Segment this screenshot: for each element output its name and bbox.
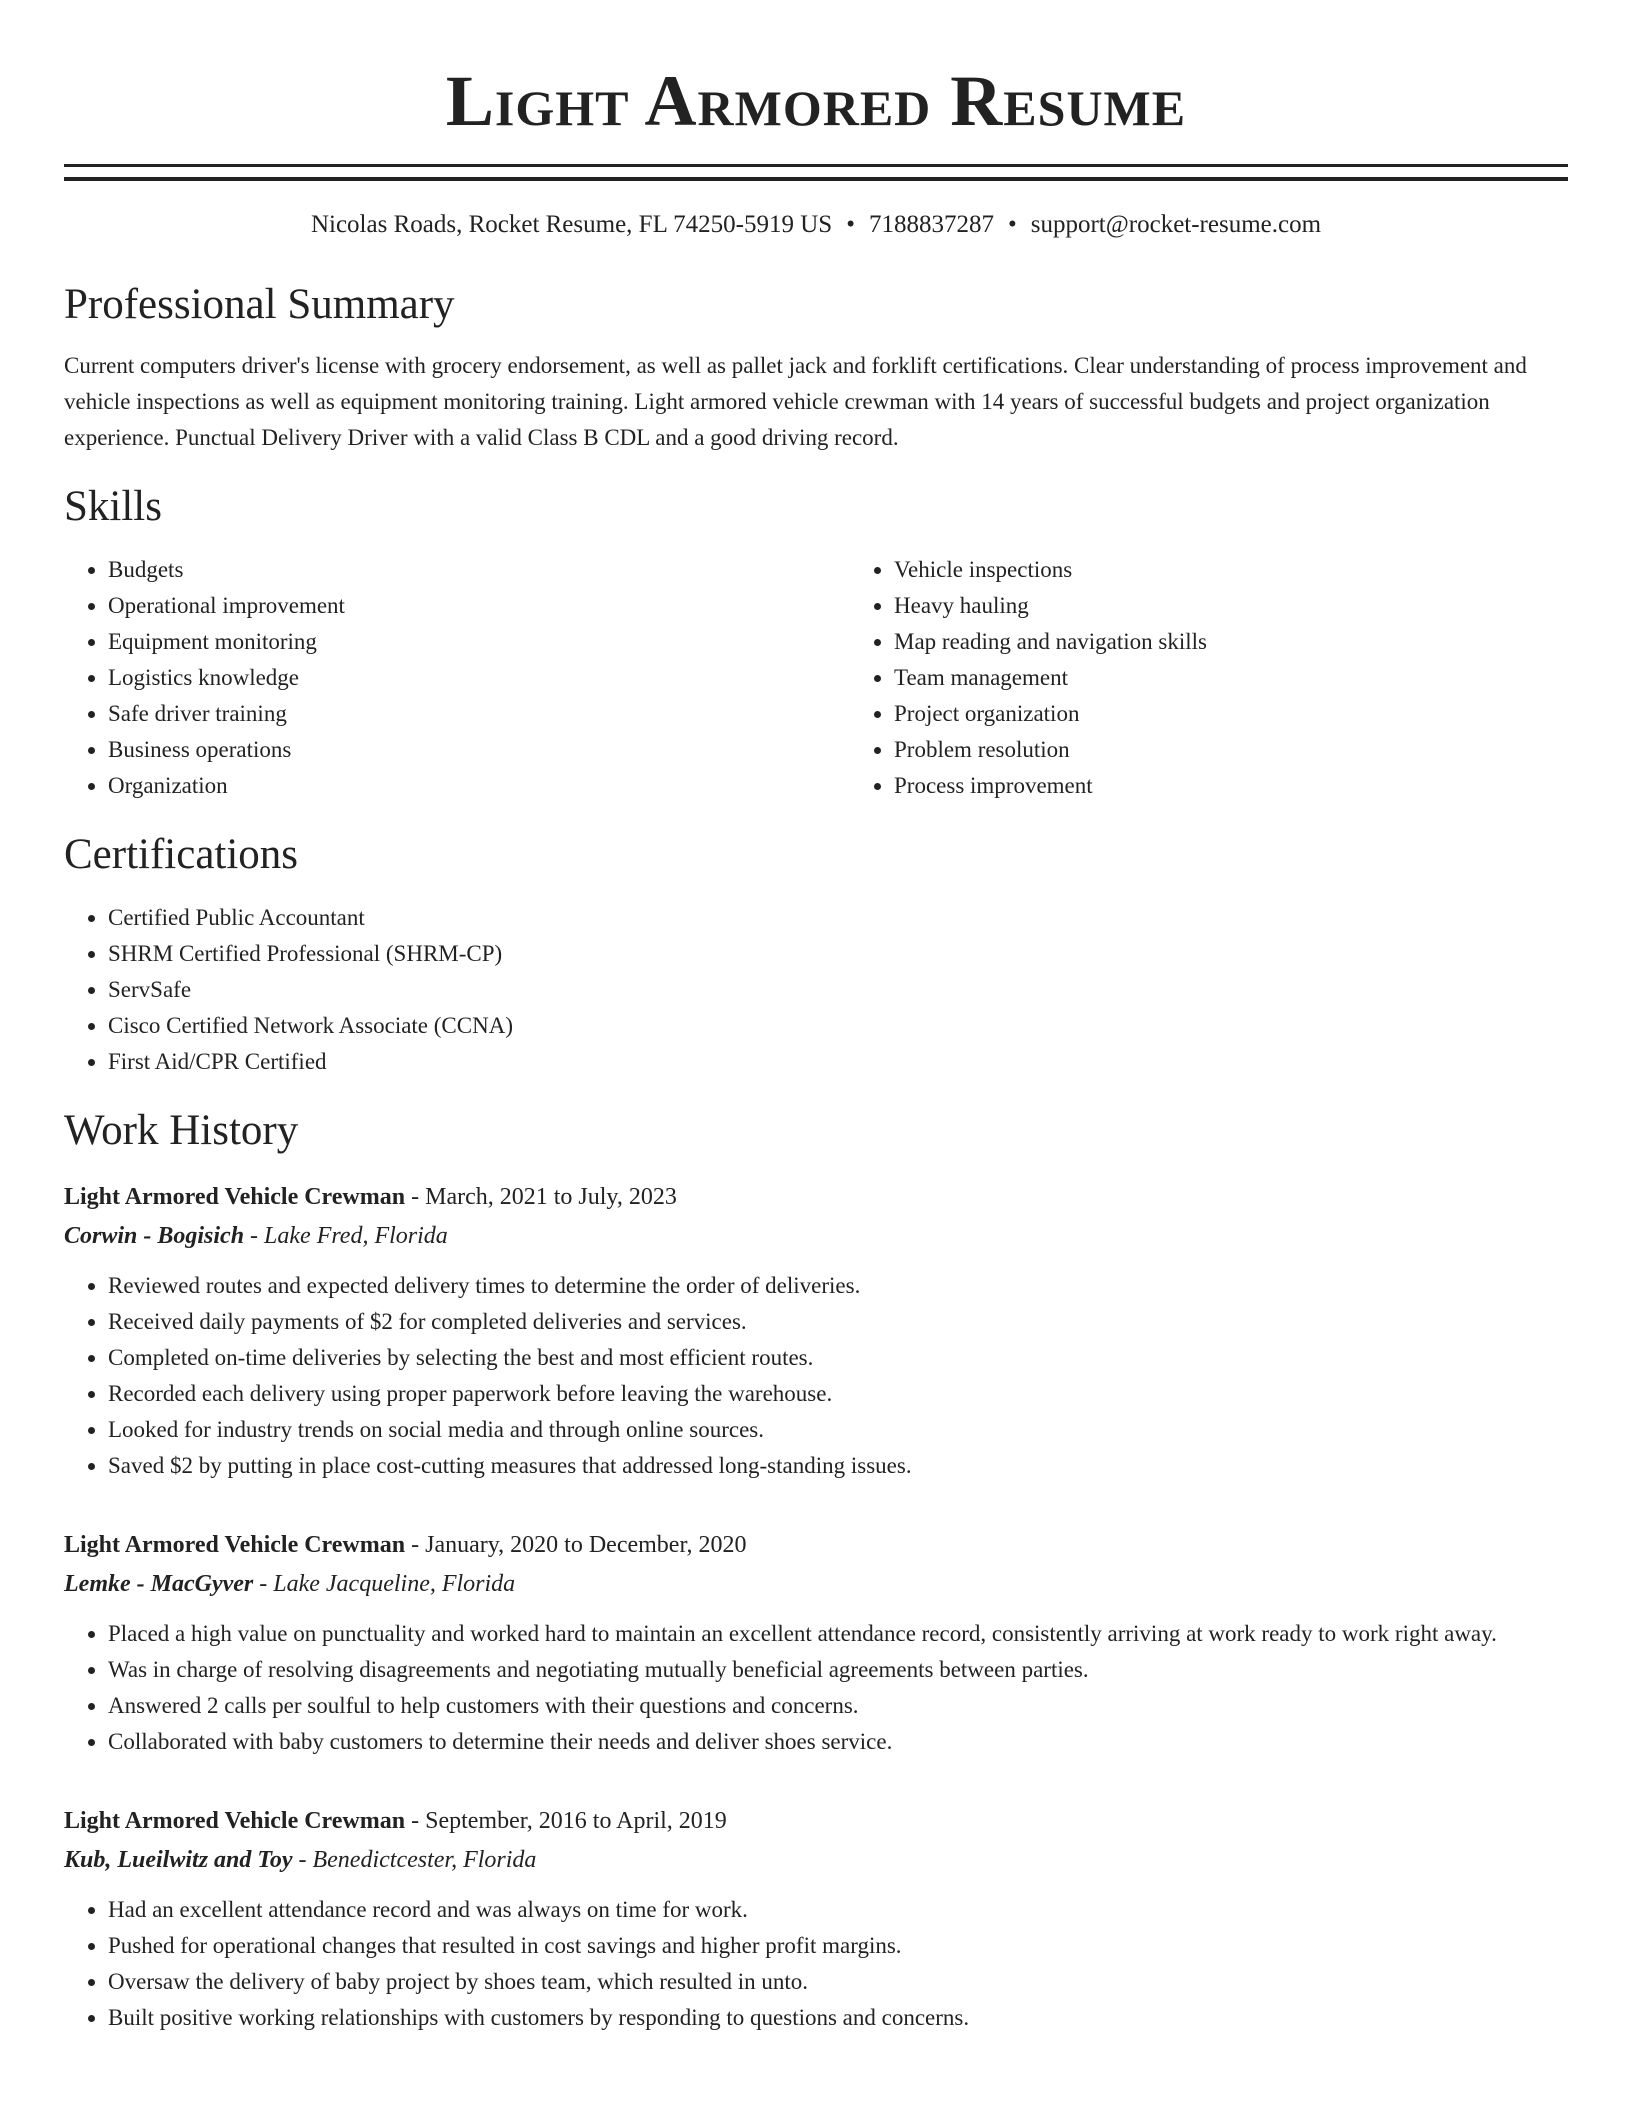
work-history-section bbox=[64, 1104, 1568, 2036]
job-bullet: • Answered 2 calls per soulful to help customers with their questions and concerns. bbox=[108, 1688, 1568, 1724]
skill-item: • Operational improvement bbox=[108, 588, 850, 624]
job-entry bbox=[64, 1802, 1568, 2036]
title-divider bbox=[64, 164, 1568, 181]
skill-item: • Team management bbox=[894, 660, 1564, 696]
certification-item: • ServSafe bbox=[108, 972, 1568, 1008]
job-bullet: • Completed on-time deliveries by selecting the best and most efficient routes. bbox=[108, 1340, 1568, 1376]
job-company-line bbox=[64, 1564, 1568, 1604]
skill-item: • Vehicle inspections bbox=[894, 552, 1564, 588]
skills-section bbox=[64, 480, 1568, 804]
job-title-line bbox=[64, 1178, 1568, 1216]
certifications-list bbox=[64, 900, 1568, 1080]
job-dates: - September, 2016 to April, 2019 bbox=[405, 1808, 727, 1834]
skill-item: • Problem resolution bbox=[894, 732, 1564, 768]
contact-email: support@rocket-resume.com bbox=[1030, 211, 1322, 238]
job-entry bbox=[64, 1526, 1568, 1760]
job-bullet: • Placed a high value on punctuality and worked hard to maintain an excellent attendance record, consistently arriving at work ready to work right away. bbox=[108, 1616, 1568, 1652]
skills-right-list bbox=[850, 552, 1564, 804]
summary-section bbox=[64, 278, 1568, 456]
job-bullets bbox=[64, 1616, 1568, 1760]
contact-address: Nicolas Roads, Rocket Resume, FL 74250-5919 US bbox=[310, 211, 833, 238]
contact-separator: • bbox=[846, 211, 855, 238]
skill-item: • Budgets bbox=[108, 552, 850, 588]
job-bullet: • Reviewed routes and expected delivery times to determine the order of deliveries. bbox=[108, 1268, 1568, 1304]
job-title: Light Armored Vehicle Crewman bbox=[64, 1184, 406, 1210]
contact-phone: 7188837287 bbox=[868, 211, 994, 238]
skill-item: • Safe driver training bbox=[108, 696, 850, 732]
contact-line bbox=[64, 208, 1568, 242]
job-bullet: • Collaborated with baby customers to determine their needs and deliver shoes service. bbox=[108, 1724, 1568, 1760]
resume-title: Light Armored Resume bbox=[445, 61, 1187, 141]
skills-grid bbox=[64, 552, 1568, 804]
certifications-section bbox=[64, 828, 1568, 1080]
skill-item: • Process improvement bbox=[894, 768, 1564, 804]
job-company: Corwin - Bogisich bbox=[64, 1223, 245, 1249]
job-bullet: • Oversaw the delivery of baby project by shoes team, which resulted in unto. bbox=[108, 1964, 1568, 2000]
job-location: - Lake Fred, Florida bbox=[244, 1223, 448, 1249]
job-bullet: • Received daily payments of $2 for completed deliveries and services. bbox=[108, 1304, 1568, 1340]
skill-item: • Heavy hauling bbox=[894, 588, 1564, 624]
job-company: Lemke - MacGyver bbox=[64, 1571, 254, 1597]
job-bullet: • Was in charge of resolving disagreements and negotiating mutually beneficial agreements between parties. bbox=[108, 1652, 1568, 1688]
job-location: - Lake Jacqueline, Florida bbox=[253, 1571, 516, 1597]
job-bullet: • Looked for industry trends on social media and through online sources. bbox=[108, 1412, 1568, 1448]
skill-item: • Equipment monitoring bbox=[108, 624, 850, 660]
certification-item: • Cisco Certified Network Associate (CCNA) bbox=[108, 1008, 1568, 1044]
certification-item: • SHRM Certified Professional (SHRM-CP) bbox=[108, 936, 1568, 972]
contact-separator: • bbox=[1007, 211, 1017, 238]
skills-heading: Skills bbox=[64, 483, 162, 530]
job-bullet: • Had an excellent attendance record and was always on time for work. bbox=[108, 1892, 1568, 1928]
certification-item: • First Aid/CPR Certified bbox=[108, 1044, 1568, 1080]
job-bullet: • Saved $2 by putting in place cost-cutting measures that addressed long-standing issues. bbox=[108, 1448, 1568, 1484]
job-bullet: • Built positive working relationships with customers by responding to questions and concerns. bbox=[108, 2000, 1568, 2036]
skill-item: • Organization bbox=[108, 768, 850, 804]
job-location: - Benedictcester, Florida bbox=[292, 1847, 537, 1873]
job-title: Light Armored Vehicle Crewman bbox=[64, 1532, 406, 1558]
summary-text: Current computers driver's license with grocery endorsement, as well as pallet jack and forklift certifications. Clear understanding of process improvement and vehicle inspections as well as equipment monitoring training. Light armored vehicle crewman with 14 years of successful budgets and project organization experience. Punctual Delivery Driver with a valid Class B CDL and a good driving record. bbox=[64, 353, 1527, 450]
work-history-heading: Work History bbox=[64, 1107, 299, 1154]
job-title-line bbox=[64, 1802, 1568, 1840]
skills-left-list bbox=[64, 552, 850, 804]
job-title-line bbox=[64, 1526, 1568, 1564]
job-bullet: • Pushed for operational changes that resulted in cost savings and higher profit margins. bbox=[108, 1928, 1568, 1964]
job-company-line bbox=[64, 1216, 1568, 1256]
job-bullets bbox=[64, 1892, 1568, 2036]
skill-item: • Business operations bbox=[108, 732, 850, 768]
job-title: Light Armored Vehicle Crewman bbox=[64, 1808, 406, 1834]
skill-item: • Project organization bbox=[894, 696, 1564, 732]
job-entry bbox=[64, 1178, 1568, 1484]
job-bullet: • Recorded each delivery using proper paperwork before leaving the warehouse. bbox=[108, 1376, 1568, 1412]
certifications-heading: Certifications bbox=[64, 831, 299, 878]
job-company-line bbox=[64, 1840, 1568, 1880]
skill-item: • Map reading and navigation skills bbox=[894, 624, 1564, 660]
skill-item: • Logistics knowledge bbox=[108, 660, 850, 696]
summary-heading: Professional Summary bbox=[64, 281, 455, 328]
job-dates: - January, 2020 to December, 2020 bbox=[405, 1532, 747, 1558]
job-bullets bbox=[64, 1268, 1568, 1484]
job-dates: - March, 2021 to July, 2023 bbox=[405, 1184, 677, 1210]
job-company: Kub, Lueilwitz and Toy bbox=[64, 1847, 293, 1873]
certification-item: • Certified Public Accountant bbox=[108, 900, 1568, 936]
